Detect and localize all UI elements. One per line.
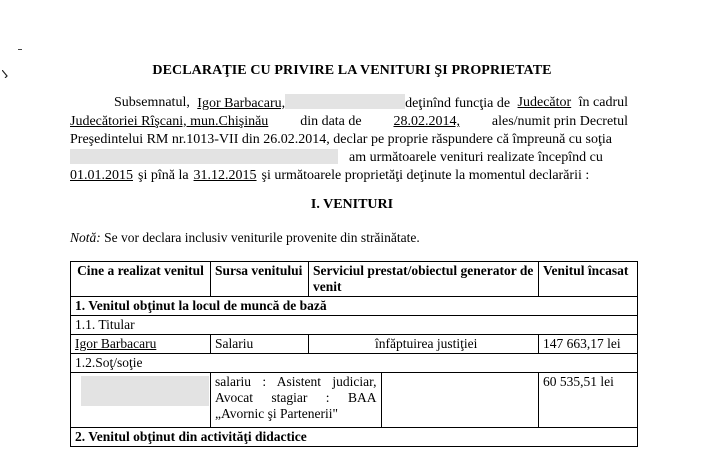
court-name: Judecătoriei Rîşcani, mun.Chişinău	[70, 114, 269, 129]
section-title: I. VENITURI	[310, 197, 394, 212]
intro-line-2	[70, 113, 628, 131]
row2-who	[71, 373, 211, 428]
section-1-label: 1. Venitul obţinut la locul de muncă de bază	[71, 297, 638, 316]
header-who: Cine a realizat venitul	[71, 262, 211, 297]
section-2-label: 2. Venitul obţinut din activităţi didactice	[71, 428, 638, 447]
redacted-block	[70, 149, 338, 164]
table-row	[71, 335, 638, 354]
row1-source: Salariu	[211, 335, 309, 354]
intro-text: Subsemnatul,	[114, 95, 190, 110]
table-section-row	[71, 297, 638, 316]
row2-amount: 60 535,51 lei	[539, 373, 638, 428]
row1-who: Igor Barbacaru	[71, 335, 211, 354]
redacted-block	[81, 376, 209, 406]
intro-line-5	[70, 167, 628, 185]
intro-line-1	[70, 94, 628, 113]
intro-text: în cadrul	[578, 95, 628, 110]
intro-text: din data de	[300, 114, 362, 129]
row1-service: înfăptuirea justiţiei	[309, 335, 539, 354]
intro-text: Preşedintelui RM nr.1013-VII din 26.02.2014, declar pe proprie răspundere că împreună cu soţia	[70, 132, 612, 147]
document-title: DECLARAŢIE CU PRIVIRE LA VENITURI ŞI PROPRIETATE	[152, 63, 552, 78]
table-row	[71, 373, 638, 428]
intro-text: deţinînd funcţia de	[405, 96, 511, 111]
row2-service	[381, 373, 538, 427]
intro-text: şi pînă la	[138, 168, 189, 183]
redacted-block	[285, 94, 405, 109]
table-subsection-row	[71, 316, 638, 335]
intro-line-4	[70, 149, 628, 167]
row1-amount: 147 663,17 lei	[539, 335, 638, 354]
note-label: Notă:	[70, 230, 101, 245]
declaration-intro	[70, 94, 628, 185]
header-source: Sursa venitului	[211, 262, 309, 297]
header-amount: Venitul încasat	[539, 262, 638, 297]
header-service: Serviciul prestat/obiectul generator de venit	[309, 262, 539, 297]
period-start: 01.01.2015	[70, 168, 133, 183]
appointment-date: 28.02.2014,	[393, 114, 460, 129]
intro-text: şi următoarele proprietăţi deţinute la momentul declarării :	[261, 168, 590, 183]
income-table	[70, 261, 638, 447]
note-text: Se vor declara inclusiv veniturile provenite din străinătate.	[104, 230, 420, 245]
declarant-name: Igor Barbacaru,	[197, 96, 286, 111]
row2-source-cell	[211, 373, 539, 428]
subsection-spouse: 1.2.Soţ/soţie	[71, 354, 638, 373]
scan-mark	[18, 49, 22, 50]
row2-inner	[211, 373, 538, 427]
table-subsection-row	[71, 354, 638, 373]
note	[70, 230, 420, 246]
table-header-row	[71, 262, 638, 297]
period-end: 31.12.2015	[193, 168, 257, 183]
table-section-row	[71, 428, 638, 447]
row2-source: salariu : Asistent judiciar, Avocat stagiar : BAA „Avornic şi Partenerii"	[211, 373, 381, 427]
intro-line-3	[70, 131, 628, 149]
subsection-titular: 1.1. Titular	[71, 316, 638, 335]
function-title: Judecător	[517, 95, 572, 110]
intro-text: ales/numit prin Decretul	[491, 114, 628, 129]
intro-text: am următoarele venituri realizate începînd cu	[349, 150, 603, 165]
